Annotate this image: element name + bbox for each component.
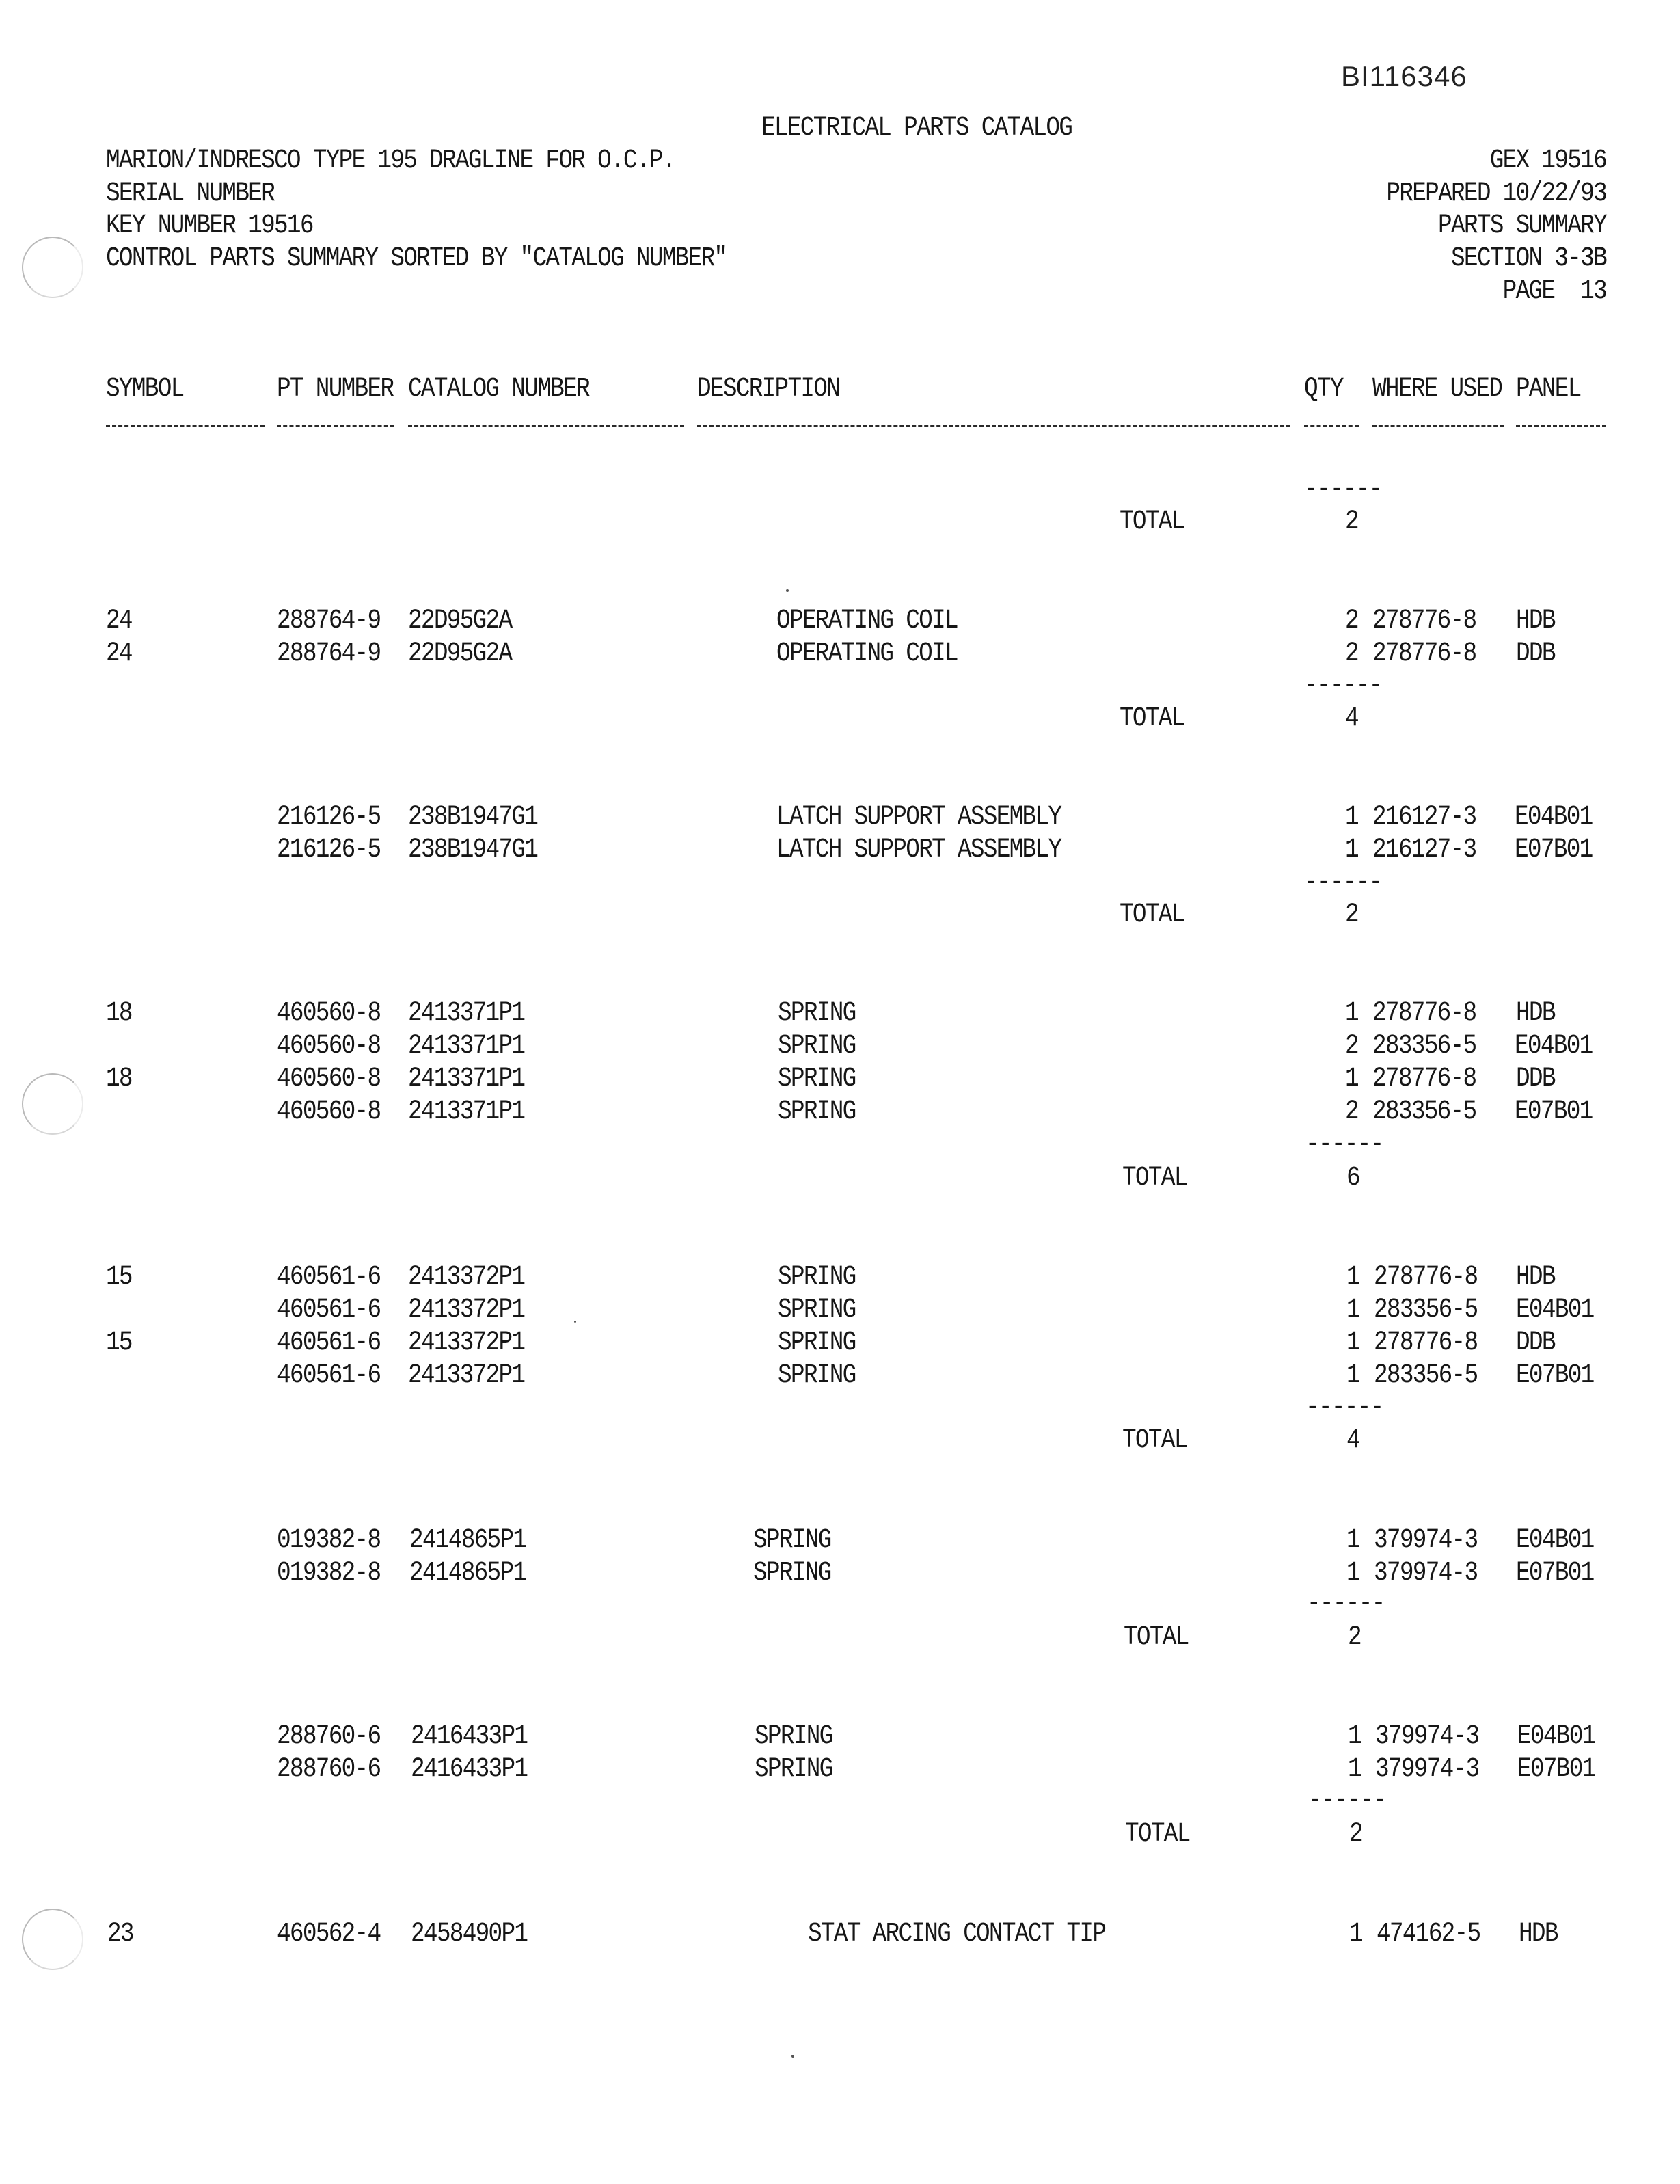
total-qty: 6 — [1346, 1163, 1359, 1194]
total-qty: 4 — [1346, 1425, 1359, 1456]
total-qty: 2 — [1345, 507, 1358, 537]
total-qty: 2 — [1345, 900, 1358, 930]
header-rule — [697, 425, 1290, 427]
symbol-cell: 18 — [106, 1064, 132, 1094]
scan-speck — [786, 589, 789, 592]
panel-cell: E07B01 — [1515, 835, 1593, 865]
pt-number-cell: 460561-6 — [277, 1295, 381, 1325]
panel-cell: DDB — [1516, 1064, 1555, 1094]
description-cell: SPRING — [778, 1096, 856, 1127]
pt-number-cell: 288764-9 — [277, 606, 381, 636]
qty-cell: 1 — [1345, 835, 1358, 865]
where-used-cell: 278776-8 — [1372, 998, 1476, 1029]
description-cell: SPRING — [778, 1031, 856, 1062]
punch-hole-bottom — [22, 1909, 83, 1970]
column-header-qty: QTY — [1304, 374, 1343, 405]
catalog-number-cell: 2458490P1 — [411, 1919, 528, 1950]
description-cell: SPRING — [778, 1360, 856, 1391]
column-header-symbol: SYMBOL — [106, 374, 184, 405]
header-rule — [408, 425, 684, 427]
catalog-number-cell: 2416433P1 — [411, 1754, 528, 1785]
where-used-cell: 379974-3 — [1375, 1754, 1479, 1785]
catalog-number-cell: 2413371P1 — [408, 1064, 525, 1094]
qty-cell: 1 — [1345, 1064, 1358, 1094]
column-header-where-used: WHERE USED — [1372, 374, 1502, 405]
where-used-cell: 278776-8 — [1374, 1327, 1478, 1358]
total-rule: ------ — [1308, 1785, 1386, 1816]
pt-number-cell: 216126-5 — [277, 835, 381, 865]
pt-number-cell: 460560-8 — [277, 1064, 381, 1094]
header-right-line: PARTS SUMMARY — [1437, 211, 1606, 241]
qty-cell: 2 — [1345, 606, 1358, 636]
column-header-description: DESCRIPTION — [697, 374, 840, 405]
symbol-cell: 15 — [106, 1262, 132, 1293]
where-used-cell: 278776-8 — [1374, 1262, 1478, 1293]
catalog-number-cell: 238B1947G1 — [408, 802, 538, 833]
where-used-cell: 278776-8 — [1372, 1064, 1476, 1094]
header-rule — [1372, 425, 1504, 427]
header-rule — [1516, 425, 1606, 427]
total-label: TOTAL — [1120, 507, 1184, 537]
where-used-cell: 379974-3 — [1375, 1721, 1479, 1752]
catalog-number-cell: 2414865P1 — [409, 1525, 526, 1556]
total-qty: 2 — [1348, 1622, 1361, 1653]
description-cell: SPRING — [778, 1295, 856, 1325]
description-cell: OPERATING COIL — [776, 638, 958, 669]
symbol-cell: 24 — [106, 606, 132, 636]
header-right-line: SECTION 3-3B — [1450, 243, 1606, 274]
symbol-cell: 24 — [106, 638, 132, 669]
qty-cell: 1 — [1345, 998, 1358, 1029]
header-right-line: PAGE 13 — [1502, 276, 1606, 307]
column-header-panel: PANEL — [1516, 374, 1581, 405]
catalog-number-cell: 2413372P1 — [408, 1262, 525, 1293]
qty-cell: 2 — [1345, 1096, 1358, 1127]
panel-cell: HDB — [1516, 1262, 1555, 1293]
scan-speck — [791, 2055, 794, 2058]
catalog-number-cell: 2413371P1 — [408, 998, 525, 1029]
where-used-cell: 474162-5 — [1377, 1919, 1480, 1950]
symbol-cell: 15 — [106, 1327, 132, 1358]
qty-cell: 1 — [1348, 1754, 1361, 1785]
qty-cell: 1 — [1345, 802, 1358, 833]
description-cell: STAT ARCING CONTACT TIP — [808, 1919, 1106, 1950]
header-left-line: CONTROL PARTS SUMMARY SORTED BY "CATALOG NUMBER" — [106, 243, 727, 274]
total-label: TOTAL — [1122, 1425, 1187, 1456]
description-cell: LATCH SUPPORT ASSEMBLY — [776, 835, 1061, 865]
qty-cell: 1 — [1346, 1262, 1359, 1293]
pt-number-cell: 288760-6 — [277, 1721, 381, 1752]
symbol-cell: 23 — [107, 1919, 133, 1950]
where-used-cell: 278776-8 — [1372, 638, 1476, 669]
pt-number-cell: 460560-8 — [277, 1096, 381, 1127]
header-left-line: MARION/INDRESCO TYPE 195 DRAGLINE FOR O.C.P. — [106, 146, 675, 176]
catalog-number-cell: 2413372P1 — [408, 1327, 525, 1358]
panel-cell: E07B01 — [1516, 1360, 1594, 1391]
panel-cell: E04B01 — [1515, 802, 1593, 833]
catalog-number-cell: 2413371P1 — [408, 1096, 525, 1127]
column-header-catalog-number: CATALOG NUMBER — [408, 374, 589, 405]
pt-number-cell: 019382-8 — [277, 1558, 381, 1589]
catalog-number-cell: 22D95G2A — [408, 606, 512, 636]
total-rule: ------ — [1304, 867, 1382, 898]
description-cell: SPRING — [753, 1525, 831, 1556]
pt-number-cell: 288760-6 — [277, 1754, 381, 1785]
scan-speck — [574, 1321, 576, 1323]
panel-cell: HDB — [1516, 606, 1555, 636]
where-used-cell: 283356-5 — [1372, 1096, 1476, 1127]
header-left-line: KEY NUMBER 19516 — [106, 211, 313, 241]
where-used-cell: 278776-8 — [1372, 606, 1476, 636]
pt-number-cell: 288764-9 — [277, 638, 381, 669]
total-label: TOTAL — [1124, 1622, 1189, 1653]
pt-number-cell: 216126-5 — [277, 802, 381, 833]
description-cell: SPRING — [778, 1262, 856, 1293]
panel-cell: DDB — [1516, 1327, 1555, 1358]
panel-cell: E07B01 — [1515, 1096, 1593, 1127]
qty-cell: 1 — [1346, 1525, 1359, 1556]
qty-cell: 1 — [1349, 1919, 1362, 1950]
total-rule: ------ — [1305, 1392, 1383, 1423]
total-qty: 2 — [1349, 1819, 1362, 1850]
catalog-number-cell: 2413372P1 — [408, 1295, 525, 1325]
catalog-number-cell: 2416433P1 — [411, 1721, 528, 1752]
description-cell: LATCH SUPPORT ASSEMBLY — [776, 802, 1061, 833]
header-rule — [106, 425, 265, 427]
description-cell: OPERATING COIL — [776, 606, 958, 636]
header-right-line: PREPARED 10/22/93 — [1386, 178, 1606, 209]
panel-cell: E07B01 — [1517, 1754, 1595, 1785]
total-label: TOTAL — [1120, 703, 1184, 734]
total-label: TOTAL — [1120, 900, 1184, 930]
total-label: TOTAL — [1125, 1819, 1190, 1850]
qty-cell: 1 — [1346, 1327, 1359, 1358]
description-cell: SPRING — [755, 1754, 832, 1785]
where-used-cell: 216127-3 — [1372, 802, 1476, 833]
total-label: TOTAL — [1122, 1163, 1187, 1194]
where-used-cell: 283356-5 — [1374, 1295, 1478, 1325]
panel-cell: E07B01 — [1516, 1558, 1594, 1589]
catalog-title: ELECTRICAL PARTS CATALOG — [761, 113, 1072, 144]
pt-number-cell: 460561-6 — [277, 1360, 381, 1391]
header-left-line: SERIAL NUMBER — [106, 178, 275, 209]
punch-hole-top — [22, 237, 83, 298]
qty-cell: 1 — [1346, 1558, 1359, 1589]
panel-cell: DDB — [1516, 638, 1555, 669]
panel-cell: HDB — [1519, 1919, 1558, 1950]
panel-cell: E04B01 — [1515, 1031, 1593, 1062]
catalog-number-cell: 22D95G2A — [408, 638, 512, 669]
description-cell: SPRING — [778, 1327, 856, 1358]
pt-number-cell: 019382-8 — [277, 1525, 381, 1556]
description-cell: SPRING — [753, 1558, 831, 1589]
panel-cell: E04B01 — [1516, 1525, 1594, 1556]
panel-cell: E04B01 — [1517, 1721, 1595, 1752]
total-qty: 4 — [1345, 703, 1358, 734]
description-cell: SPRING — [755, 1721, 832, 1752]
where-used-cell: 379974-3 — [1374, 1525, 1478, 1556]
catalog-number-cell: 238B1947G1 — [408, 835, 538, 865]
panel-cell: E04B01 — [1516, 1295, 1594, 1325]
where-used-cell: 379974-3 — [1374, 1558, 1478, 1589]
symbol-cell: 18 — [106, 998, 132, 1029]
qty-cell: 1 — [1346, 1295, 1359, 1325]
where-used-cell: 283356-5 — [1374, 1360, 1478, 1391]
header-rule — [277, 425, 394, 427]
total-rule: ------ — [1305, 1129, 1383, 1160]
catalog-number-cell: 2413372P1 — [408, 1360, 525, 1391]
panel-cell: HDB — [1516, 998, 1555, 1029]
pt-number-cell: 460562-4 — [277, 1919, 381, 1950]
punch-hole-middle — [22, 1073, 83, 1135]
column-header-pt-number: PT NUMBER — [277, 374, 394, 405]
where-used-cell: 216127-3 — [1372, 835, 1476, 865]
pt-number-cell: 460561-6 — [277, 1262, 381, 1293]
pt-number-cell: 460560-8 — [277, 1031, 381, 1062]
pt-number-cell: 460561-6 — [277, 1327, 381, 1358]
document-id: BI116346 — [1341, 60, 1467, 92]
total-rule: ------ — [1304, 474, 1382, 505]
qty-cell: 2 — [1345, 1031, 1358, 1062]
header-right-line: GEX 19516 — [1489, 146, 1606, 176]
catalog-number-cell: 2413371P1 — [408, 1031, 525, 1062]
total-rule: ------ — [1304, 671, 1382, 701]
catalog-number-cell: 2414865P1 — [409, 1558, 526, 1589]
description-cell: SPRING — [778, 1064, 856, 1094]
qty-cell: 2 — [1345, 638, 1358, 669]
qty-cell: 1 — [1348, 1721, 1361, 1752]
total-rule: ------ — [1307, 1589, 1385, 1619]
header-rule — [1304, 425, 1359, 427]
pt-number-cell: 460560-8 — [277, 998, 381, 1029]
description-cell: SPRING — [778, 998, 856, 1029]
where-used-cell: 283356-5 — [1372, 1031, 1476, 1062]
qty-cell: 1 — [1346, 1360, 1359, 1391]
